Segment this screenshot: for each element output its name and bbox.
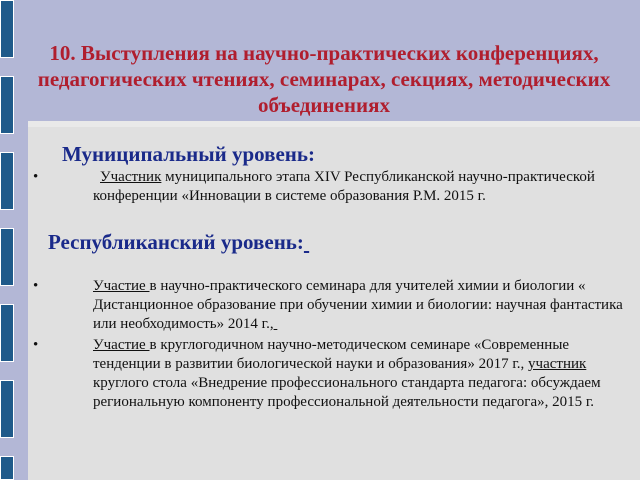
left-bar-6 — [0, 380, 14, 438]
republican-heading-underline — [304, 230, 309, 254]
item-text: муниципального этапа XIV Республиканской научно-практической конференции «Инновации в системе образования Р.М. 2015 г. — [93, 169, 595, 204]
bullet-icon: • — [33, 278, 39, 294]
item-text-middle: в круглогодичном научно-методическом семинаре «Современные тенденции в развитии биологической науки и образования» 2017 г., — [93, 337, 570, 372]
item-text: круглого стола «Внедрение профессионального стандарта педагога: обсуждаем региональную компоненту профессиональной деятельности педагога», 2015 г. — [93, 375, 601, 410]
left-bar-5 — [0, 304, 14, 362]
item-lead: Участник — [100, 169, 162, 185]
left-bar-7 — [0, 456, 14, 480]
left-bar-2 — [0, 76, 14, 134]
item-lead-2: участник — [528, 356, 587, 372]
left-decorative-bars — [0, 0, 18, 480]
content-panel-top-strip — [28, 121, 640, 127]
bullet-icon: • — [33, 337, 39, 353]
list-item — [33, 277, 623, 334]
list-item — [33, 336, 623, 412]
left-bar-3 — [0, 152, 14, 210]
slide-title: 10. Выступления на научно-практических конференциях, педагогических чтениях, семинарах, секциях, методических объединениях — [37, 41, 611, 117]
republican-heading — [48, 230, 309, 254]
left-bar-4 — [0, 228, 14, 286]
item-trailing-underline — [274, 316, 278, 332]
item-text: в научно-практического семинара для учителей химии и биологии « Дистанционное образование при обучении химии и биологии: научная фантастика или необходимость» 2014 г., — [93, 278, 623, 332]
list-item — [33, 168, 623, 206]
municipal-heading: Муниципальный уровень: — [62, 142, 315, 166]
item-lead: Участие — [93, 337, 150, 353]
item-lead: Участие — [93, 278, 150, 294]
municipal-list — [33, 168, 623, 206]
republican-list — [33, 277, 623, 412]
left-bar-1 — [0, 0, 14, 58]
republican-heading-text: Республиканский уровень: — [48, 230, 304, 254]
bullet-icon: • — [33, 169, 39, 185]
